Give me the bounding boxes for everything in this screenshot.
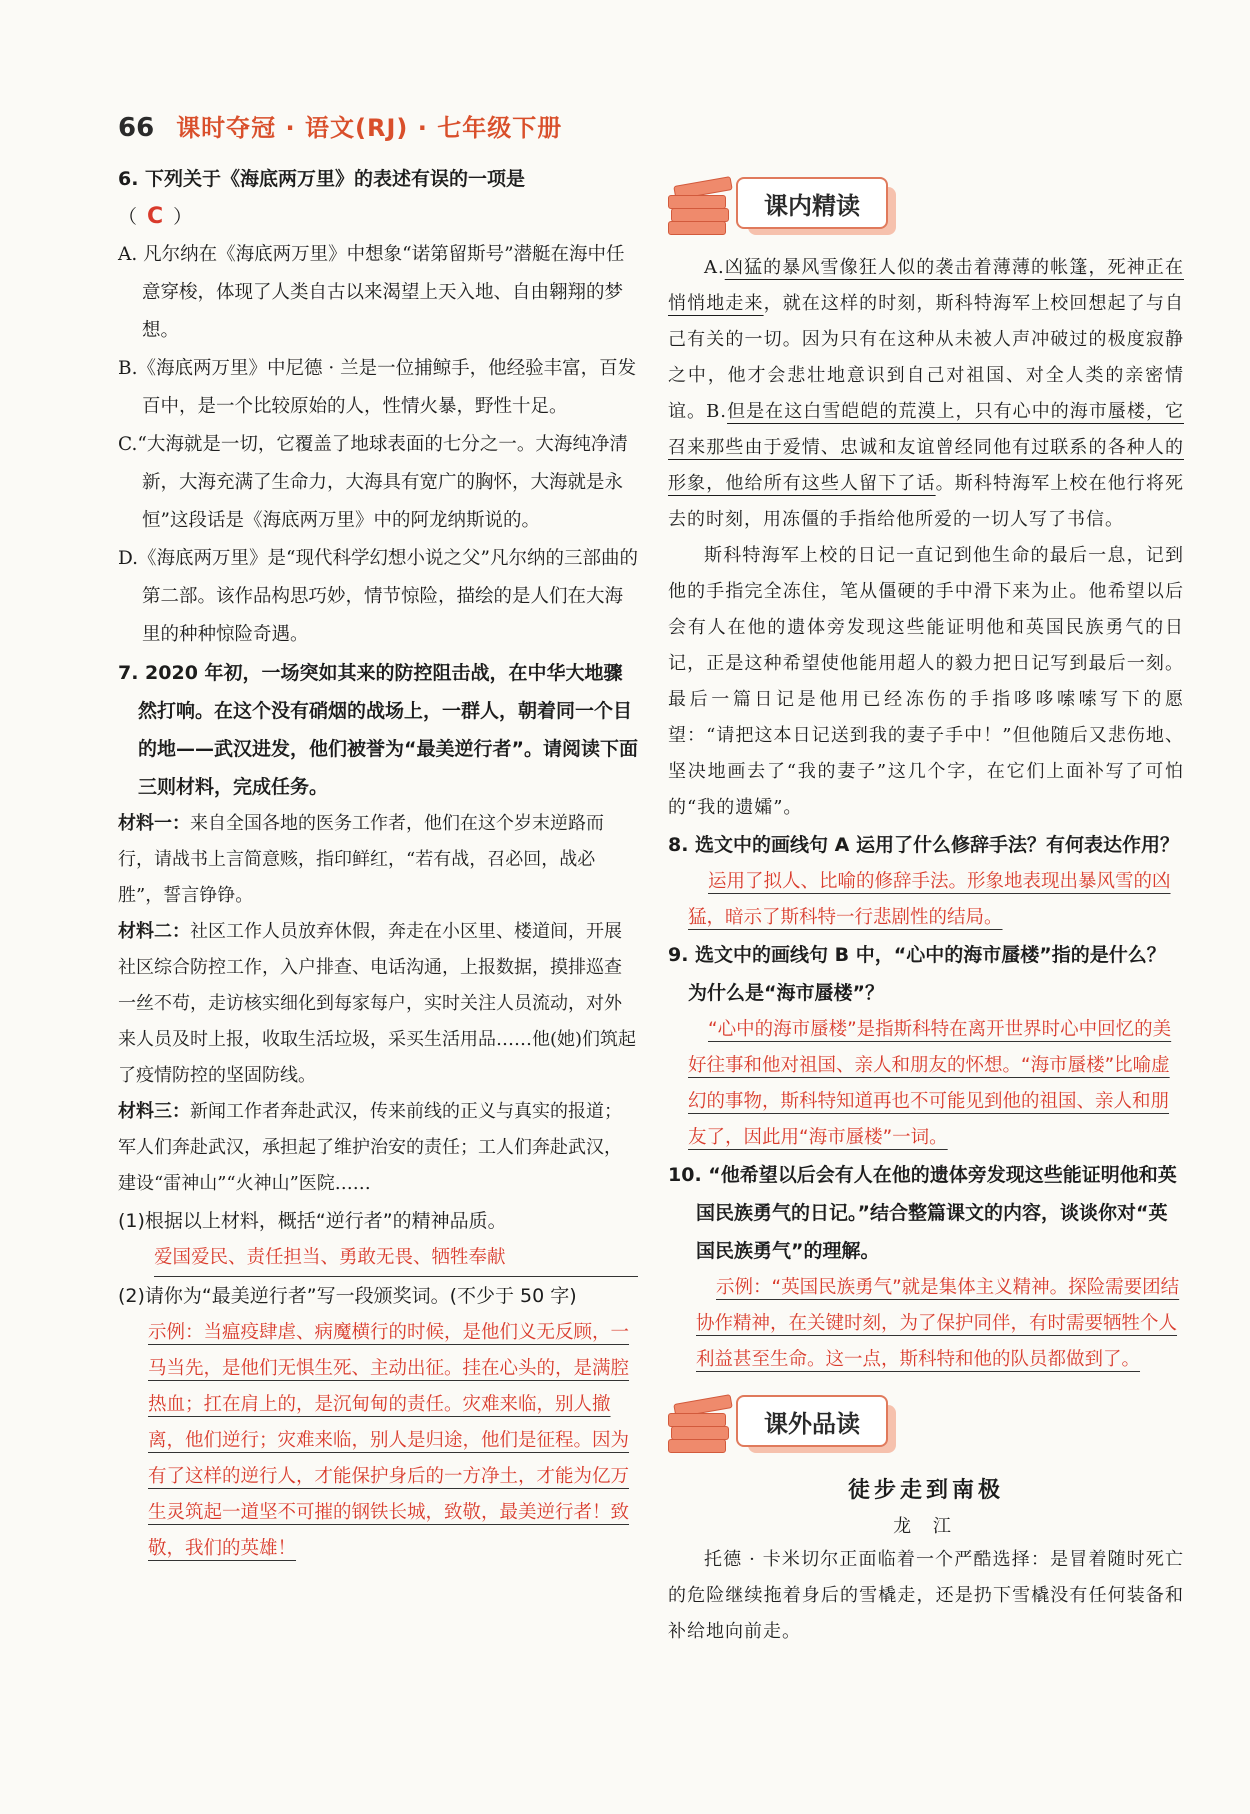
article-title: 徒步走到南极 — [847, 1477, 1004, 1503]
task-2-prompt: (2)请你为“最美逆行者”写一段颁奖词。(不少于 50 字) — [118, 1285, 577, 1307]
material-1-text: 来自全国各地的医务工作者，他们在这个岁末逆路而行，请战书上言简意赅，指印鲜红，“若有战，召必回，战必胜”，誓言铮铮。 — [118, 813, 604, 906]
question-6-answer: C — [147, 204, 164, 229]
left-column — [118, 160, 638, 1567]
material-3-text: 新闻工作者奔赴武汉，传来前线的正义与真实的报道；军人们奔赴武汉，承担起了维护治安的责任；工人们奔赴武汉，建设“雷神山”“火神山”医院…… — [118, 1101, 622, 1194]
option-c: C.“大海就是一切，它覆盖了地球表面的七分之一。大海纯净清新，大海充满了生命力，大海具有宽广的胸怀，大海就是永恒”这段话是《海底两万里》中的阿龙纳斯说的。 — [118, 434, 628, 531]
question-10-stem: 10. “他希望以后会有人在他的遗体旁发现这些能证明他和英国民族勇气的日记。”结合整篇课文的内容，谈谈你对“英国民族勇气”的理解。 — [668, 1164, 1177, 1262]
books-icon — [668, 173, 730, 233]
reading-passage-2 — [668, 1468, 1184, 1650]
article-author: 龙 江 — [893, 1516, 959, 1537]
question-7 — [118, 654, 638, 1567]
option-b: B.《海底两万里》中尼德 · 兰是一位捕鲸手，他经验丰富，百发百中，是一个比较原始的人，性情火暴，野性十足。 — [118, 358, 637, 417]
section-title-extracurricular: 课外品读 — [736, 1395, 888, 1447]
material-2-text: 社区工作人员放弃休假，奔走在小区里、楼道间，开展社区综合防控工作，入户排查、电话沟通，上报数据，摸排巡查一丝不苟，走访核实细化到每家每户，实时关注人员流动，对外来人员及时上报，收取生活垃圾，采买生活用品……他(她)们筑起了疫情防控的坚固防线。 — [118, 921, 637, 1086]
question-8-answer: 运用了拟人、比喻的修辞手法。形象地表现出暴风雪的凶猛，暗示了斯科特一行悲剧性的结局。 — [688, 871, 1171, 928]
question-9-stem: 9. 选文中的画线句 B 中，“心中的海市蜃楼”指的是什么？为什么是“海市蜃楼”？ — [668, 944, 1166, 1004]
option-a: A. 凡尔纳在《海底两万里》中想象“诺第留斯号”潜艇在海中任意穿梭，体现了人类自古以来渴望上天入地、自由翱翔的梦想。 — [118, 244, 625, 341]
books-icon — [668, 1391, 730, 1451]
question-6-stem: 6. 下列关于《海底两万里》的表述有误的一项是 — [118, 168, 526, 190]
material-1 — [118, 806, 638, 914]
material-2-label: 材料二： — [118, 921, 190, 942]
task-1-answer: 爱国爱民、责任担当、勇敢无畏、牺牲奉献 — [118, 1240, 638, 1277]
passage-1-paragraph-2: 斯科特海军上校的日记一直记到他生命的最后一息，记到他的手指完全冻住，笔从僵硬的手中滑下来为止。他希望以后会有人在他的遗体旁发现这些能证明他和英国民族勇气的日记，正是这种希望使他能用超人的毅力把日记写到最后一刻。最后一篇日记是他用已经冻伤的手指哆哆嗦嗦写下的愿望：“请把这本日记送到我的妻子手中！”但他随后又悲伤地、坚决地画去了“我的妻子”这几个字，在它们上面补写了可怕的“我的遗孀”。 — [668, 545, 1184, 818]
question-8-stem: 8. 选文中的画线句 A 运用了什么修辞手法？有何表达作用？ — [668, 834, 1179, 856]
question-9-answer: “心中的海市蜃楼”是指斯科特在离开世界时心中回忆的美好往事和他对祖国、亲人和朋友的怀想。“海市蜃楼”比喻虚幻的事物，斯科特知道再也不可能见到他的祖国、亲人和朋友了，因此用“海市蜃楼”一词。 — [688, 1019, 1172, 1148]
question-7-stem: 7. 2020 年初，一场突如其来的防控阻击战，在中华大地骤然打响。在这个没有硝烟的战场上，一群人，朝着同一个目的地——武汉进发，他们被誉为“最美逆行者”。请阅读下面三则材料，完成任务。 — [118, 662, 638, 798]
question-10-answer: 示例：“英国民族勇气”就是集体主义精神。探险需要团结协作精神，在关键时刻，为了保护同伴，有时需要牺牲个人利益甚至生命。这一点，斯科特和他的队员都做到了。 — [696, 1277, 1180, 1370]
question-10 — [668, 1156, 1184, 1378]
section-title-in-class: 课内精读 — [736, 177, 888, 229]
page-number: 66 — [118, 113, 155, 143]
question-9 — [668, 936, 1184, 1156]
question-8 — [668, 826, 1184, 936]
material-3 — [118, 1094, 638, 1202]
material-2 — [118, 914, 638, 1094]
underlined-sentence-b: 但是在这白雪皑皑的荒漠上，只有心中的海市蜃楼，它召来那些由于爱情、忠诚和友谊曾经同他有过联系的各种人的形象，他给所有这些人留下了话 — [668, 401, 1184, 494]
task-1-prompt: (1)根据以上材料，概括“逆行者”的精神品质。 — [118, 1210, 507, 1232]
passage-2-paragraph-1: 托德 · 卡米切尔正面临着一个严酷选择：是冒着随时死亡的危险继续拖着身后的雪橇走，还是扔下雪橇没有任何装备和补给地向前走。 — [668, 1549, 1184, 1642]
book-title: 课时夺冠 · 语文(RJ) · 七年级下册 — [176, 114, 563, 142]
question-6 — [118, 160, 638, 654]
question-6-answer-bracket — [118, 198, 638, 236]
paren-open: （ — [118, 206, 138, 228]
page-header — [118, 108, 562, 152]
underlined-sentence-a: 凶猛的暴风雪像狂人似的袭击着薄薄的帐篷，死神正在悄悄地走来 — [668, 257, 1184, 314]
task-2-answer: 示例：当瘟疫肆虐、病魔横行的时候，是他们义无反顾，一马当先，是他们无惧生死、主动出征。挂在心头的，是满腔热血；扛在肩上的，是沉甸甸的责任。灾难来临，别人撤离，他们逆行；灾难来临，别人是归途，他们是征程。因为有了这样的逆行人，才能保护身后的一方净土，才能为亿万生灵筑起一道坚不可摧的钢铁长城，致敬，最美逆行者！致敬，我们的英雄！ — [148, 1322, 630, 1559]
right-column — [668, 160, 1184, 1650]
paren-close: ） — [173, 206, 193, 228]
option-d: D.《海底两万里》是“现代科学幻想小说之父”凡尔纳的三部曲的第二部。该作品构思巧妙，情节惊险，描绘的是人们在大海里的种种惊险奇遇。 — [118, 548, 638, 645]
material-3-label: 材料三： — [118, 1101, 190, 1122]
section-header-in-class — [668, 162, 1184, 244]
reading-passage-1 — [668, 250, 1184, 826]
section-header-extracurricular — [668, 1380, 1184, 1462]
material-1-label: 材料一： — [118, 813, 190, 834]
passage-1-paragraph-1: A.凶猛的暴风雪像狂人似的袭击着薄薄的帐篷，死神正在悄悄地走来，就在这样的时刻，斯科特海军上校回想起了与自己有关的一切。因为只有在这种从未被人声冲破过的极度寂静之中，他才会悲壮地意识到自己对祖国、对全人类的亲密情谊。B.但是在这白雪皑皑的荒漠上，只有心中的海市蜃楼，它召来那些由于爱情、忠诚和友谊曾经同他有过联系的各种人的形象，他给所有这些人留下了话。斯科特海军上校在他行将死去的时刻，用冻僵的手指给他所爱的一切人写了书信。 — [668, 257, 1185, 530]
